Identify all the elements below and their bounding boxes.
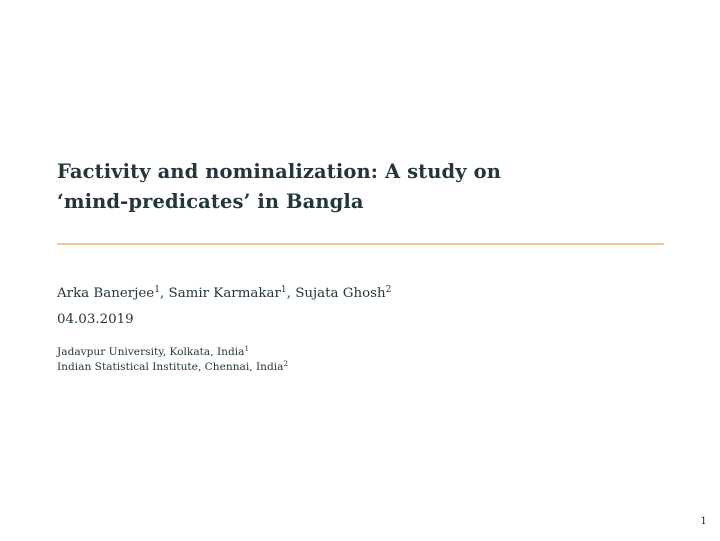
- presentation-date: 04.03.2019: [57, 312, 134, 327]
- author-separator: ,: [286, 286, 296, 301]
- slide-title-line-1: Factivity and nominalization: A study on: [57, 160, 501, 183]
- page-number: 1: [700, 515, 707, 527]
- author-name: Samir Karmakar: [168, 286, 281, 301]
- author-list: [57, 285, 391, 303]
- institute-name: Indian Statistical Institute, Chennai, India: [57, 361, 284, 373]
- author-name: Sujata Ghosh: [295, 286, 386, 301]
- institute-name: Jadavpur University, Kolkata, India: [57, 346, 245, 358]
- title-divider: [57, 243, 664, 245]
- institute-mark: 1: [244, 344, 250, 354]
- institute-item: [57, 360, 288, 375]
- author-affiliation-mark: 1: [154, 285, 160, 295]
- institute-list: [57, 345, 288, 375]
- slide-title-line-2: ‘mind-predicates’ in Bangla: [57, 190, 364, 213]
- author-name: Arka Banerjee: [57, 286, 155, 301]
- institute-mark: 2: [283, 359, 289, 369]
- author-affiliation-mark: 1: [280, 285, 287, 295]
- institute-item: [57, 345, 288, 360]
- slide-title: [57, 157, 657, 217]
- author-affiliation-mark: 2: [385, 285, 392, 295]
- author-separator: ,: [160, 286, 169, 301]
